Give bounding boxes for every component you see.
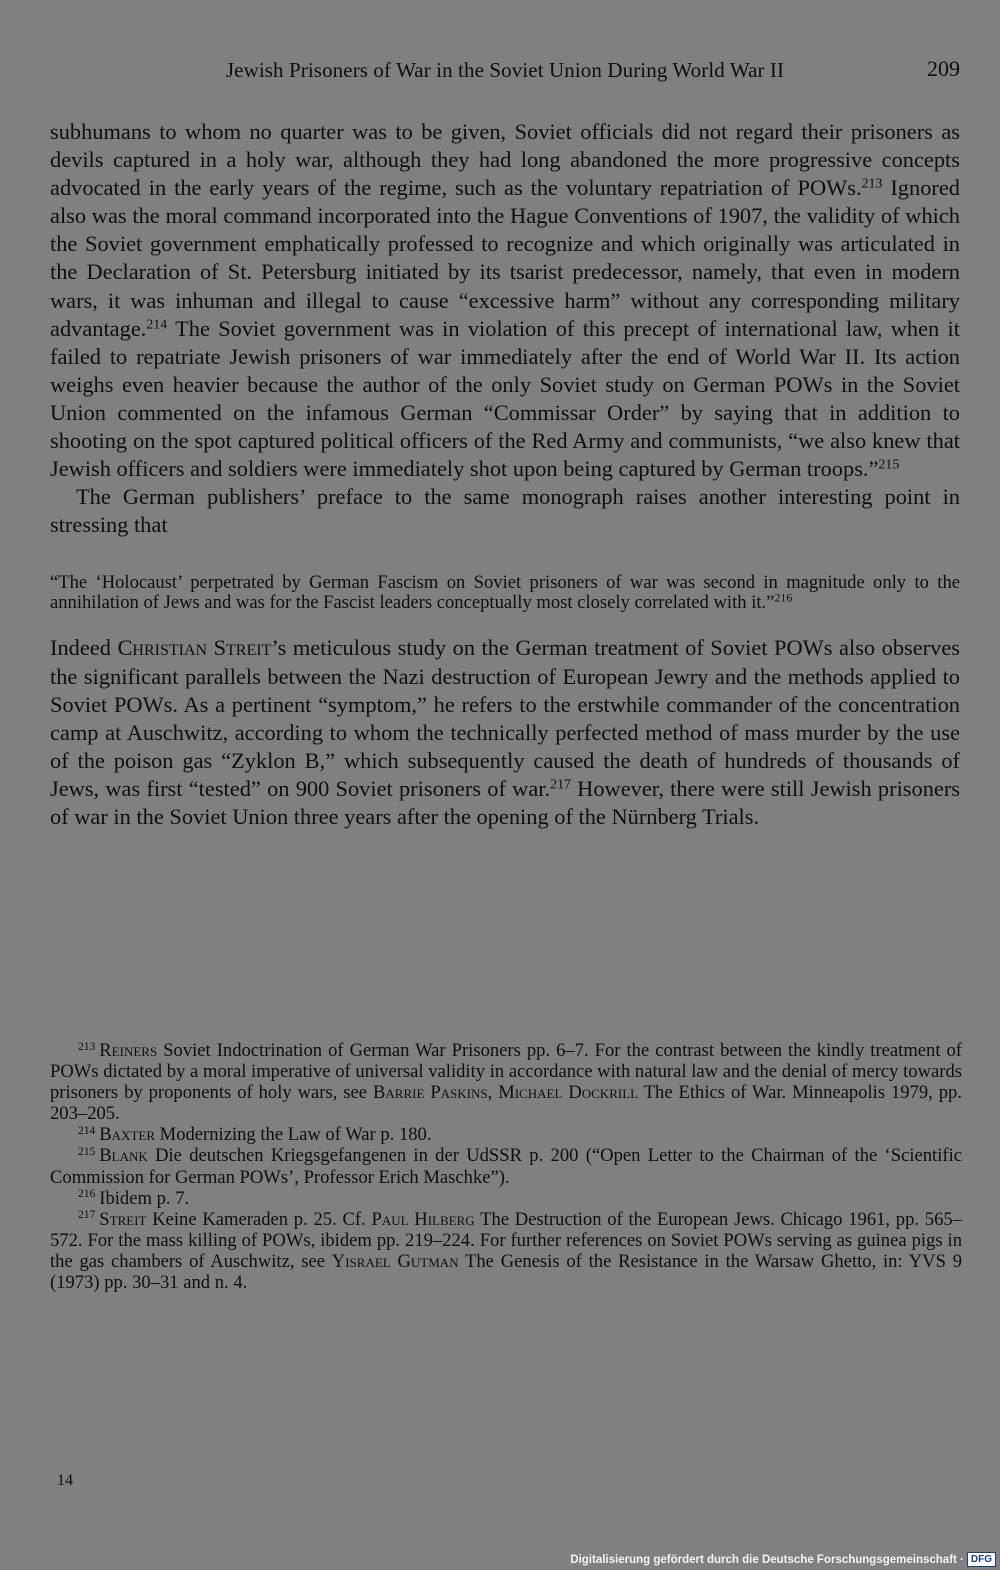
footnote-ref-214: 214: [146, 317, 168, 333]
footnote-author: Blank: [99, 1145, 148, 1167]
paragraph-3-text-b: ’s meticulous study on the German treatment of Soviet POWs also observes the significant parallels between the Nazi destruction of European Jewry and the methods applied to Soviet POWs. As a pertinent “symptom,” he refers to the erstwhile commander of the concentration camp at Auschwitz, according to whom the technically perfected method of mass murder by the use of the poison gas “Zyklon B,” which subsequently caused the death of hundreds of thousands of Jews, was first “tested” on 900 Soviet prisoners of war.: [50, 635, 960, 801]
footnote-ref-213: 213: [861, 176, 883, 192]
paragraph-1-text-b: Ignored also was the moral command incorporated into the Hague Conventions of 1907, the validity of which the Soviet government emphatically professed to recognize and which originally was articulated in the Declaration of St. Petersburg initiated by its tsarist predecessor, namely, that even in modern wars, it was inhuman and illegal to cause “excessive harm” without any corresponding military advantage.: [50, 175, 960, 341]
footnote-215: [50, 1145, 962, 1187]
paragraph-3: [50, 634, 960, 831]
credit-text: Digitalisierung gefördert durch die Deutsche Forschungsgemeinschaft ·: [570, 1553, 964, 1566]
footnote-author: Streit: [99, 1208, 147, 1230]
running-head-title: Jewish Prisoners of War in the Soviet Union During World War II: [225, 58, 785, 82]
footnote-text: The Ethics of War. Minneapolis 1979, pp. 203–205.: [50, 1082, 962, 1125]
footnote-author: Baxter: [99, 1124, 156, 1146]
footnote-author: Reiners: [99, 1040, 158, 1061]
footnote-number: 216: [78, 1188, 96, 1201]
digitization-credit: [570, 1552, 996, 1567]
author-name-streit: Christian Streit: [117, 635, 272, 661]
paragraph-1-text-a: subhumans to whom no quarter was to be given, Soviet officials did not regard their prisoners as devils captured in a holy war, although they had long abandoned the more progressive concepts advocated in the early years of the regime, such as the voluntary repatriation of POWs.: [50, 119, 960, 201]
footnote-text: The Destruction of the European Jews. Chicago 1961, pp. 565–572. For the mass killing of POWs, ibidem pp. 219–224. For further references on Soviet POWs serving as guinea pigs in the gas chambers of Auschwitz, see: [50, 1208, 962, 1272]
paragraph-3-text-c: However, there were still Jewish prisoners of war in the Soviet Union three years after the opening of the Nürnberg Trials.: [50, 775, 961, 829]
footnote-text: Die deutschen Kriegsgefangenen in der UdSSR p. 200 (“Open Letter to the Chairman of the ‘Scientific Commission for German POWs’, Professor Erich Maschke”).: [50, 1145, 962, 1188]
footnote-214: [50, 1124, 962, 1145]
paragraph-2: The German publishers’ preface to the same monograph raises another interesting point in stressing that: [50, 484, 960, 538]
running-head: [50, 58, 960, 88]
footnote-number: 213: [78, 1040, 96, 1053]
dfg-logo: DFG: [967, 1552, 996, 1567]
footnote-author: Barrie Paskins, Michael Dockrill: [372, 1082, 639, 1104]
footnote-text: The Genesis of the Resistance in the Warsaw Ghetto, in: YVS 9 (1973) pp. 30–31 and n. 4.: [50, 1250, 962, 1294]
footnote-text: Soviet Indoctrination of German War Prisoners pp. 6–7. For the contrast between the kindly treatment of POWs dictated by a moral imperative of universal validity in accordance with natural law and the denial of mercy towards prisoners by proponents of holy wars, see: [50, 1040, 962, 1104]
footnote-ref-215: 215: [878, 457, 900, 473]
page-number: 209: [927, 56, 960, 81]
paragraph-1-text-c: The Soviet government was in violation of this precept of international law, when it failed to repatriate Jewish prisoners of war immediately after the end of World War II. Its action weighs even heavier because the author of the only Soviet study on German POWs in the Soviet Union commented on the infamous German “Commissar Order” by saying that in addition to shooting on the spot captured political officers of the Red Army and communists, “we also knew that Jewish officers and soldiers were immediately shot upon being captured by German troops.”: [50, 315, 960, 482]
footnote-author: Yisrael Gutman: [331, 1250, 459, 1272]
paragraph-1: [50, 118, 960, 483]
footnote-number: 214: [78, 1125, 96, 1138]
footnote-number: 217: [78, 1209, 96, 1222]
paragraph-3-text-a: Indeed: [50, 635, 118, 661]
footnote-217: [50, 1209, 962, 1293]
footnote-213: [50, 1040, 962, 1124]
signature-mark: 14: [57, 1472, 73, 1489]
body-text: [50, 118, 960, 831]
footnote-number: 215: [78, 1146, 96, 1159]
footnote-ref-217: 217: [550, 777, 571, 793]
footnote-text: Modernizing the Law of War p. 180.: [155, 1124, 432, 1146]
block-quote-text: “The ‘Holocaust’ perpetrated by German Fascism on Soviet prisoners of war was second in magnitude only to the annihilation of Jews and was for the Fascist leaders conceptually most closely correlated with it.”: [50, 572, 960, 613]
footnote-text: Keine Kameraden p. 25. Cf.: [146, 1208, 372, 1230]
footnote-216: [50, 1188, 962, 1209]
block-quote: [50, 573, 960, 612]
footnotes: [50, 1040, 962, 1293]
footnote-ref-216: 216: [774, 590, 793, 605]
footnote-text: Ibidem p. 7.: [99, 1187, 190, 1209]
footnote-author: Paul Hilberg: [371, 1208, 475, 1230]
